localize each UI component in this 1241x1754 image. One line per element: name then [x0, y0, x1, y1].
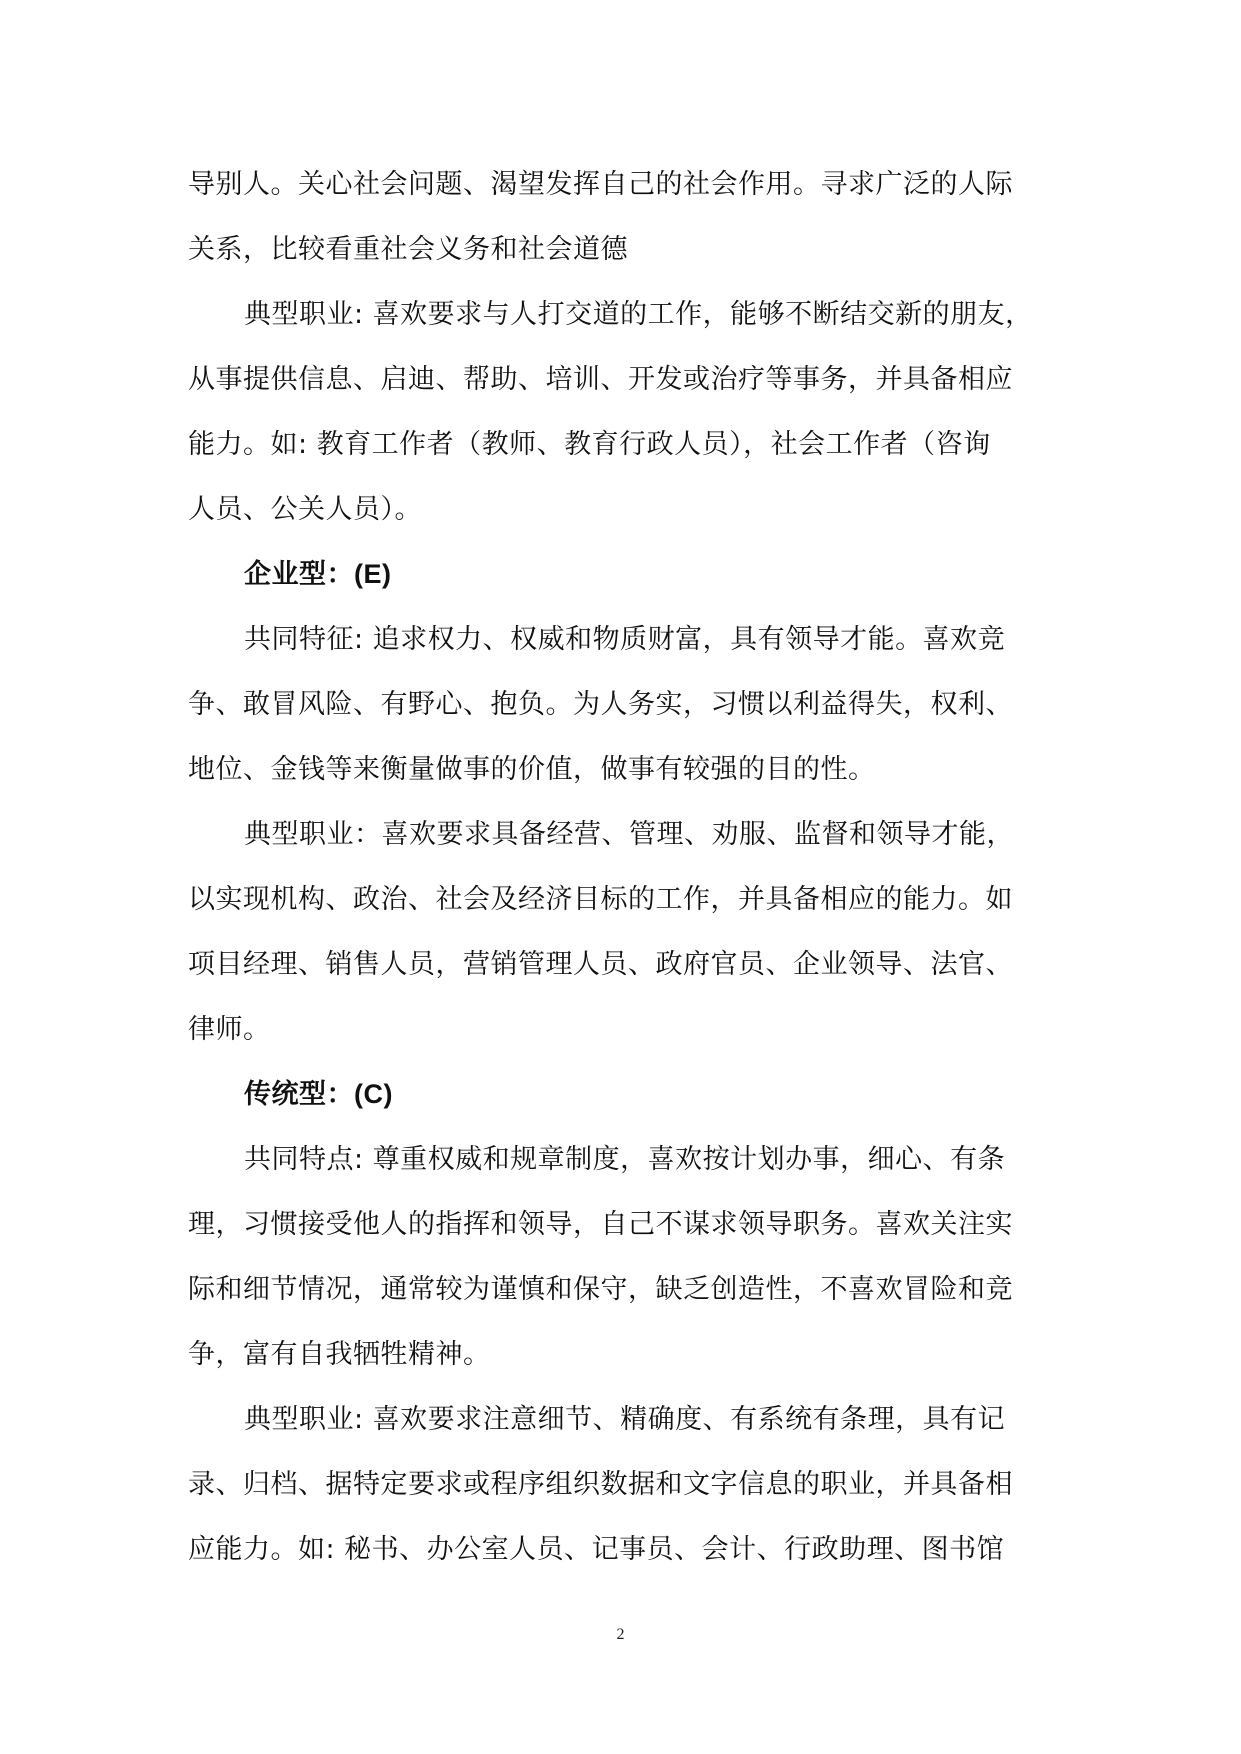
- text-line: 际和细节情况，通常较为谨慎和保守，缺乏创造性，不喜欢冒险和竞: [188, 1274, 1013, 1305]
- text-line: 典型职业：喜欢要求具备经营、管理、劝服、监督和领导才能，: [244, 819, 1014, 850]
- text-line: 以实现机构、政治、社会及经济目标的工作，并具备相应的能力。如: [188, 884, 1013, 915]
- paragraph: [188, 1127, 1072, 1387]
- paragraph: [188, 802, 1072, 1062]
- text-line: 理，习惯接受他人的指挥和领导，自己不谋求领导职务。喜欢关注实: [188, 1209, 1013, 1240]
- text-line: 争、敢冒风险、有野心、抱负。为人务实，习惯以利益得失，权利、: [188, 689, 1013, 720]
- text-line: 导别人。关心社会问题、渴望发挥自己的社会作用。寻求广泛的人际: [188, 169, 1013, 200]
- text-line: 律师。: [188, 1014, 271, 1045]
- paragraph: [188, 152, 1072, 282]
- text-line: 争，富有自我牺牲精神。: [188, 1339, 491, 1370]
- text-line: 共同特征: 追求权力、权威和物质财富，具有领导才能。喜欢竞: [244, 624, 1006, 655]
- text-line: 项目经理、销售人员，营销管理人员、政府官员、企业领导、法官、: [188, 949, 1013, 980]
- section-heading: [188, 542, 1072, 607]
- page-number: 2: [616, 1626, 625, 1643]
- heading-text: 企业型：(E): [244, 559, 392, 589]
- text-line: 人员、公关人员）。: [188, 494, 422, 525]
- paragraph: [188, 607, 1072, 802]
- text-line: 地位、金钱等来衡量做事的价值，做事有较强的目的性。: [188, 754, 876, 785]
- text-line: 共同特点: 尊重权威和规章制度，喜欢按计划办事，细心、有条: [244, 1144, 1006, 1175]
- paragraph: [188, 282, 1072, 542]
- section-heading: [188, 1062, 1072, 1127]
- paragraph: [188, 1387, 1072, 1582]
- text-line: 录、归档、据特定要求或程序组织数据和文字信息的职业，并具备相: [188, 1469, 1013, 1500]
- heading-text: 传统型：(C): [244, 1079, 393, 1109]
- document-body: [188, 152, 1072, 1582]
- text-line: 应能力。如: 秘书、办公室人员、记事员、会计、行政助理、图书馆: [188, 1534, 1005, 1565]
- text-line: 典型职业: 喜欢要求与人打交道的工作，能够不断结交新的朋友，: [244, 299, 1033, 330]
- text-line: 能力。如: 教育工作者（教师、教育行政人员），社会工作者（咨询: [188, 429, 991, 460]
- text-line: 从事提供信息、启迪、帮助、培训、开发或治疗等事务，并具备相应: [188, 364, 1013, 395]
- text-line: 典型职业: 喜欢要求注意细节、精确度、有系统有条理，具有记: [244, 1404, 1006, 1435]
- text-line: 关系，比较看重社会义务和社会道德: [188, 234, 628, 265]
